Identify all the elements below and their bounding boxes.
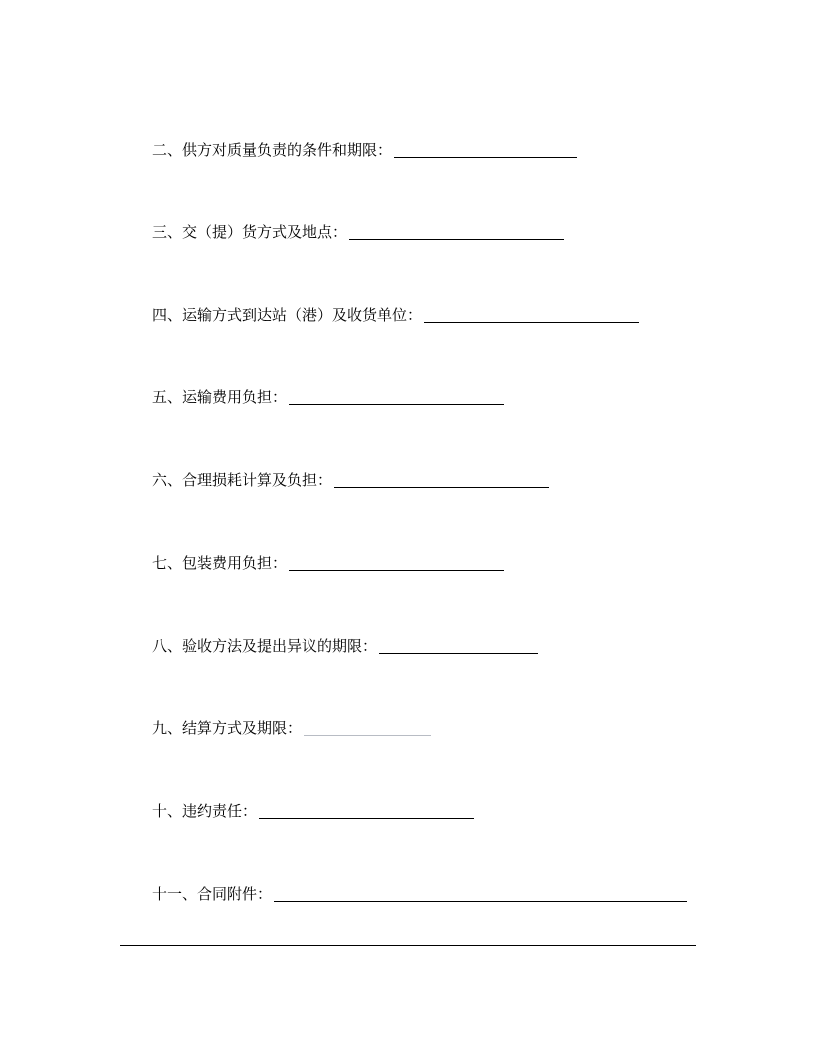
clause-label: 六、合理损耗计算及负担： bbox=[152, 471, 333, 489]
clause-label: 七、包装费用负担： bbox=[152, 554, 288, 572]
clause-delivery-method bbox=[152, 218, 564, 242]
clause-label: 二、供方对质量负责的条件和期限： bbox=[152, 141, 393, 159]
clause-label: 四、运输方式到达站（港）及收货单位： bbox=[152, 306, 423, 324]
fill-in-blank[interactable] bbox=[379, 653, 538, 654]
clause-label: 八、验收方法及提出异议的期限： bbox=[152, 637, 378, 655]
fill-in-blank[interactable] bbox=[274, 901, 687, 902]
clause-label: 三、交（提）货方式及地点： bbox=[152, 223, 348, 241]
clause-transport-destination bbox=[152, 301, 639, 325]
clause-transport-cost bbox=[152, 383, 504, 407]
clause-label: 九、结算方式及期限： bbox=[152, 719, 303, 737]
footer-divider bbox=[120, 945, 696, 946]
fill-in-blank[interactable] bbox=[289, 570, 504, 571]
clause-label: 五、运输费用负担： bbox=[152, 388, 288, 406]
clause-label: 十、违约责任： bbox=[152, 802, 258, 820]
clause-quality-responsibility bbox=[152, 136, 577, 160]
fill-in-blank[interactable] bbox=[334, 487, 549, 488]
clause-settlement bbox=[152, 714, 431, 738]
clause-label: 十一、合同附件： bbox=[152, 885, 273, 903]
fill-in-blank[interactable] bbox=[394, 157, 577, 158]
fill-in-blank[interactable] bbox=[304, 735, 431, 736]
clause-packaging-cost bbox=[152, 549, 504, 573]
clause-breach-liability bbox=[152, 797, 474, 821]
fill-in-blank[interactable] bbox=[349, 239, 564, 240]
fill-in-blank[interactable] bbox=[424, 322, 639, 323]
fill-in-blank[interactable] bbox=[289, 404, 504, 405]
fill-in-blank[interactable] bbox=[259, 818, 474, 819]
clause-attachments bbox=[152, 880, 687, 904]
clause-reasonable-loss bbox=[152, 466, 549, 490]
clause-acceptance-objection bbox=[152, 632, 538, 656]
